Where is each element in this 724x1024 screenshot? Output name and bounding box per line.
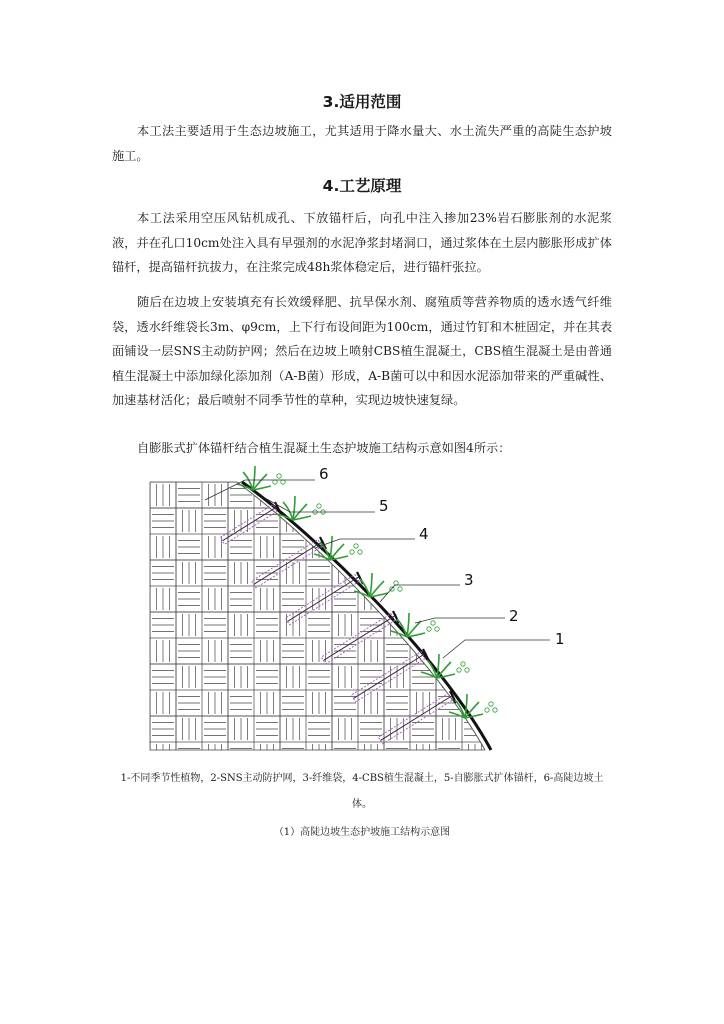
principle-paragraph-1: 本工法采用空压风钻机成孔、下放锚杆后，向孔中注入掺加23%岩石膨胀剂的水泥浆液，并在孔口10cm处注入具有早强剂的水泥净浆封堵洞口，通过浆体在土层内膨胀形成扩体锚杆，提高锚杆抗拔力，在注浆完成48h浆体稳定后，进行锚杆张拉。: [112, 211, 612, 274]
heading-scope: 3.适用范围: [322, 93, 402, 111]
diagram-label: 5: [379, 497, 389, 515]
principle-paragraph-3: 自膨胀式扩体锚杆结合植生混凝土生态护坡施工结构示意如图4所示：: [137, 441, 511, 455]
slope-structure-diagram: [145, 460, 585, 760]
figure-caption: （1）高陡边坡生态护坡施工结构示意图: [273, 827, 451, 838]
plant: [237, 466, 285, 490]
soil-body: [150, 482, 490, 750]
diagram-label: 6: [319, 465, 329, 483]
figure-legend: 1-不同季节性植物，2-SNS主动防护网，3-纤维袋，4-CBS植生混凝土，5-自膨胀式扩体锚杆，6-高陡边坡土体。: [120, 773, 604, 810]
diagram-label: 2: [509, 607, 519, 625]
diagram-label: 3: [464, 571, 474, 589]
diagram-label: 4: [419, 525, 429, 543]
scope-paragraph: 本工法主要适用于生态边坡施工，尤其适用于降水量大、水土流失严重的高陡生态护坡施工。: [112, 124, 612, 163]
principle-paragraph-2: 随后在边坡上安装填充有长效缓释肥、抗旱保水剂、腐殖质等营养物质的透水透气纤维袋，透水纤维袋长3m、φ9cm，上下行布设间距为100cm，通过竹钉和木桩固定，并在其表面铺设一层SNS主动防护网；然后在边坡上喷射CBS植生混凝土，CBS植生混凝土是由普通植生混凝土中添加绿化添加剂（A-B菌）形成，A-B菌可以中和因水泥添加带来的严重碱性、加速基材活化；最后喷射不同季节性的草种，实现边坡快速复绿。: [112, 295, 612, 407]
plant: [277, 496, 325, 520]
heading-principle: 4.工艺原理: [322, 177, 402, 195]
diagram-label: 1: [555, 630, 565, 648]
